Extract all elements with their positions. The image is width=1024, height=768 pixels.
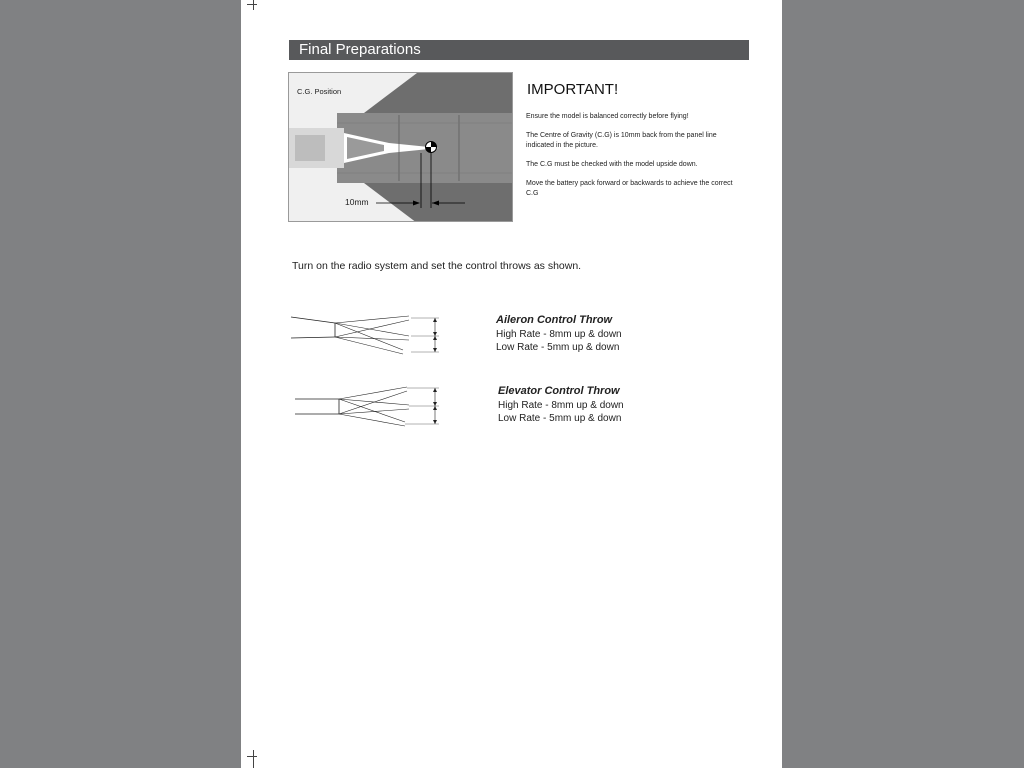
cg-position-photo (288, 72, 513, 222)
section-header: Final Preparations (289, 40, 749, 60)
important-heading: IMPORTANT! (527, 81, 619, 98)
note-paragraph: The C.G must be checked with the model upside down. (526, 161, 698, 168)
distance-label: 10mm (345, 197, 369, 207)
crop-mark (247, 756, 257, 757)
note-paragraph: Ensure the model is balanced correctly before flying! (526, 113, 689, 120)
document-page (241, 0, 782, 768)
note-paragraph: The Centre of Gravity (C.G) is 10mm back from the panel line indicated in the picture. (526, 132, 717, 149)
aileron-throw-diagram (289, 312, 444, 358)
crop-mark (253, 0, 254, 10)
aileron-throw-title: Aileron Control Throw (496, 314, 613, 326)
crop-mark (253, 750, 254, 768)
crop-mark (247, 4, 257, 5)
aileron-low-rate: Low Rate - 5mm up & down (496, 342, 620, 353)
elevator-throw-diagram (293, 384, 448, 430)
elevator-low-rate: Low Rate - 5mm up & down (498, 413, 622, 424)
cg-position-label: C.G. Position (297, 87, 342, 96)
note-paragraph: Move the battery pack forward or backwards to achieve the correct C.G (526, 180, 733, 197)
aileron-throw-info (496, 314, 622, 355)
aileron-high-rate: High Rate - 8mm up & down (496, 328, 622, 340)
elevator-throw-info (498, 385, 624, 426)
intro-text: Turn on the radio system and set the control throws as shown. (292, 260, 582, 272)
elevator-high-rate: High Rate - 8mm up & down (498, 399, 624, 411)
important-notes (526, 112, 746, 208)
elevator-throw-title: Elevator Control Throw (498, 385, 620, 397)
